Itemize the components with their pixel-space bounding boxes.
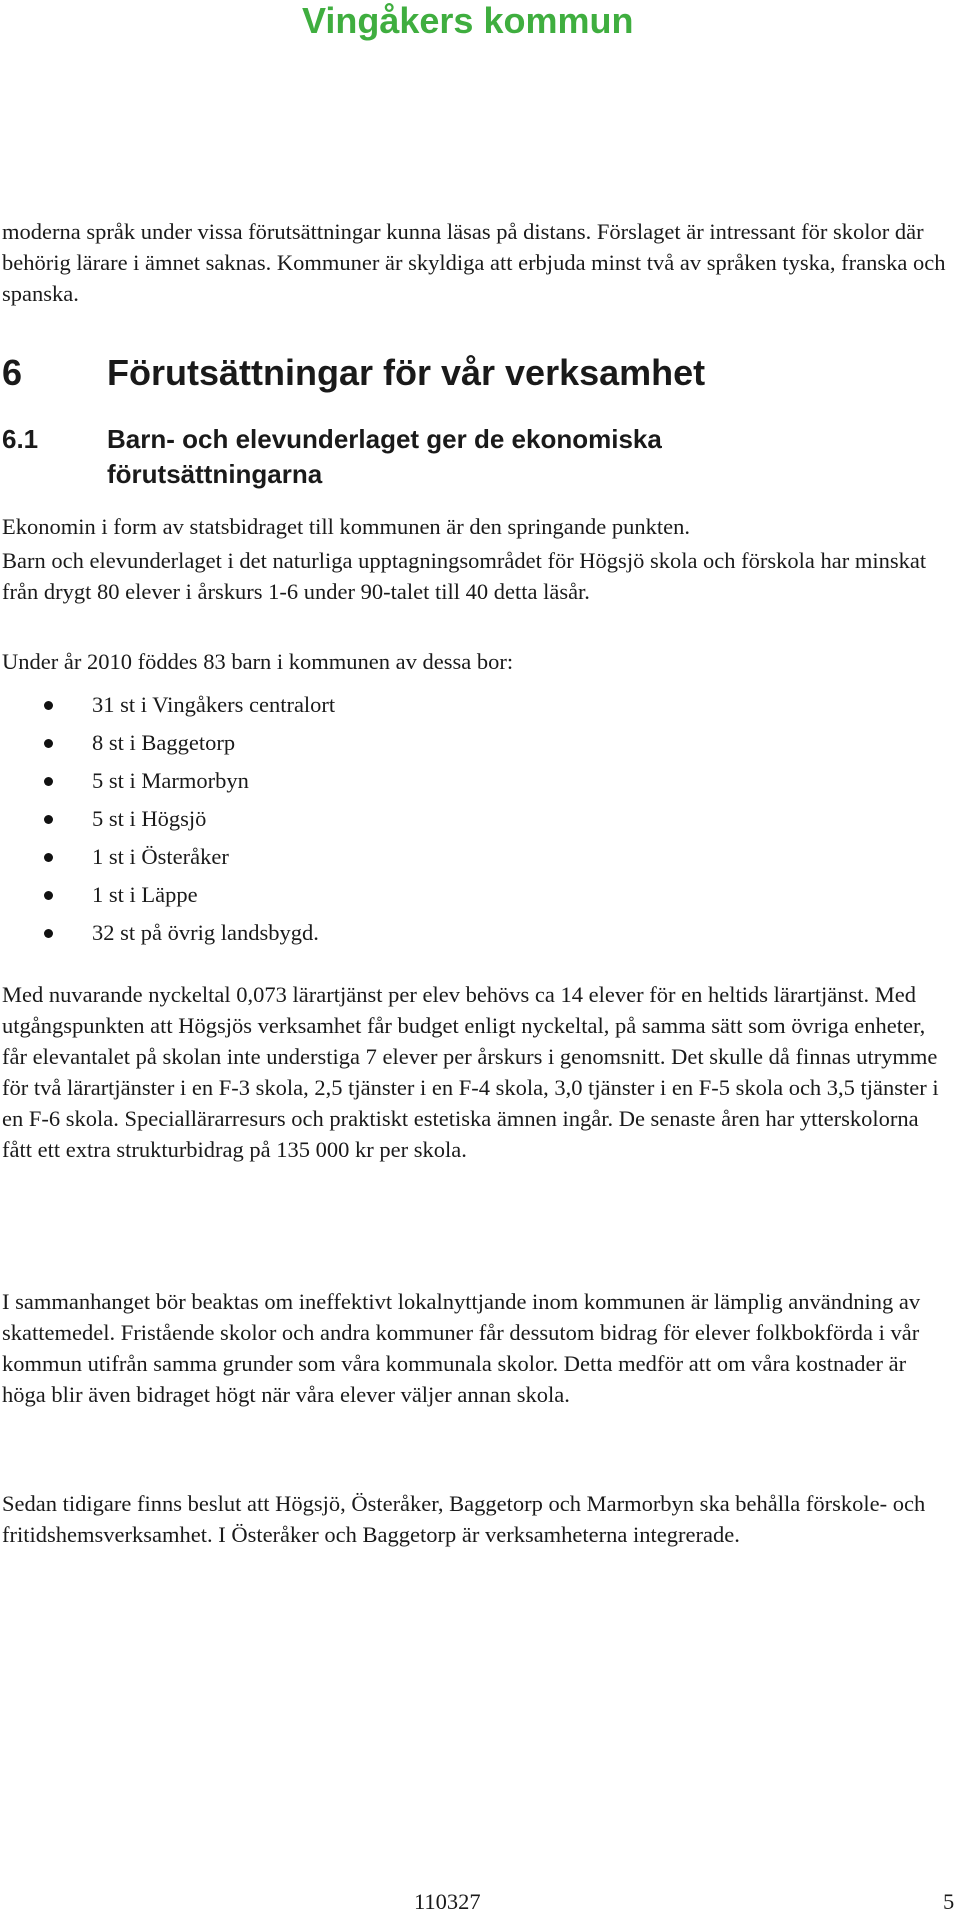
births-list (0, 686, 335, 952)
bullet-icon (44, 739, 53, 748)
section-number: 6 (2, 352, 23, 393)
bullet-icon (44, 929, 53, 938)
footer-date: 110327 (414, 1889, 481, 1914)
list-item: 32 st på övrig landsbygd. (0, 914, 335, 952)
list-item: 31 st i Vingåkers centralort (0, 686, 335, 724)
paragraph-decision: Sedan tidigare finns beslut att Högsjö, Österåker, Baggetorp och Marmorbyn ska behålla förskole- och fritidshemsverksamhet. I Österåker och Baggetorp är verksamheterna integrerade. (2, 1491, 926, 1547)
paragraph-premises: I sammanhanget bör beaktas om ineffektivt lokalnyttjande inom kommunen är lämplig användning av skattemedel. Fristående skolor och andra kommuner får dessutom bidrag för elever folkbokförda i vår kommun utifrån samma grunder som våra kommunala skolor. Detta medför att om våra kostnader är höga blir även bidraget högt när våra elever väljer annan skola. (2, 1289, 921, 1407)
page-header-title: Vingåkers kommun (302, 0, 634, 41)
intro-paragraph: moderna språk under vissa förutsättningar kunna läsas på distans. Förslaget är intressant för skolor där behörig lärare i ämnet saknas. Kommuner är skyldiga att erbjuda minst två av språken tyska, franska och spanska. (2, 219, 946, 306)
list-item: 8 st i Baggetorp (0, 724, 335, 762)
paragraph-economy: Ekonomin i form av statsbidraget till kommunen är den springande punkten. (2, 514, 690, 539)
bullet-icon (44, 891, 53, 900)
list-item: 5 st i Högsjö (0, 800, 335, 838)
section-title: Förutsättningar för vår verksamhet (107, 352, 706, 393)
paragraph-key-figures: Med nuvarande nyckeltal 0,073 lärartjänst per elev behövs ca 14 elever för en heltids lärartjänst. Med utgångspunkten att Högsjös verksamhet får budget enligt nyckeltal, på samma sätt som övriga enheter, får elevantalet på skolan inte understiga 7 elever per årskurs i genomsnitt. Det skulle då finnas utrymme för två lärartjänster i en F-3 skola, 2,5 tjänster i en F-4 skola, 3,0 tjänster i en F-5 skola och 3,5 tjänster i en F-6 skola. Speciallärarresurs och praktiskt estetiska ämnen ingår. De senaste åren har ytterskolorna fått ett extra strukturbidrag på 135 000 kr per skola. (2, 982, 939, 1162)
paragraph-student-base: Barn och elevunderlaget i det naturliga upptagningsområdet för Högsjö skola och förskola har minskat från drygt 80 elever i årskurs 1-6 under 90-talet till 40 detta läsår. (2, 548, 927, 604)
subsection-number: 6.1 (2, 424, 39, 454)
page-number: 5 (943, 1889, 955, 1914)
bullet-icon (44, 815, 53, 824)
bullet-icon (44, 701, 53, 710)
list-item: 1 st i Läppe (0, 876, 335, 914)
list-item: 1 st i Österåker (0, 838, 335, 876)
list-item: 5 st i Marmorbyn (0, 762, 335, 800)
bullet-icon (44, 777, 53, 786)
subsection-title: Barn- och elevunderlaget ger de ekonomiska förutsättningarna (107, 424, 662, 489)
section-heading (2, 352, 705, 394)
paragraph-births-intro: Under år 2010 föddes 83 barn i kommunen av dessa bor: (2, 649, 514, 674)
bullet-icon (44, 853, 53, 862)
subsection-heading (2, 422, 867, 492)
